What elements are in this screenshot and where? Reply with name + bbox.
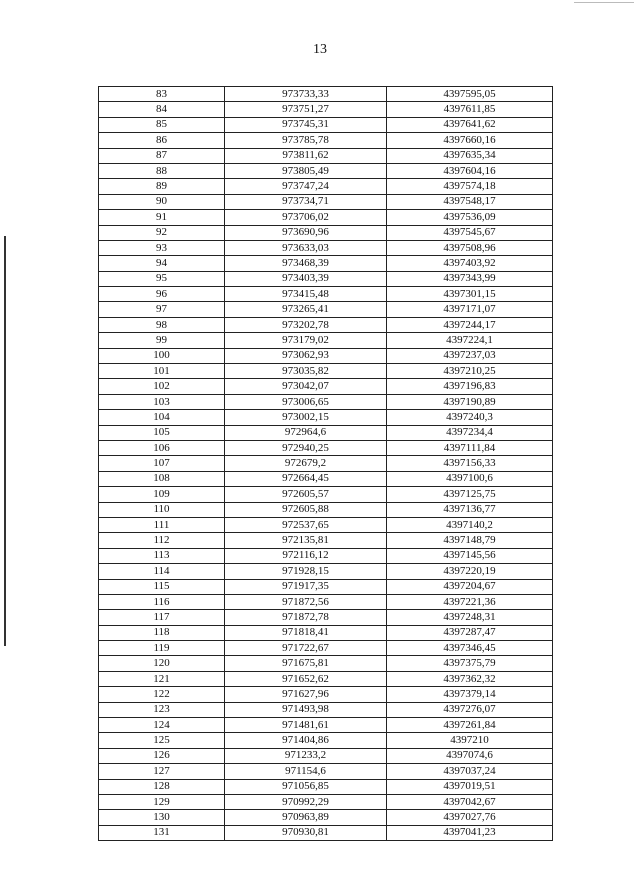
point-number-cell: 88 (99, 163, 225, 178)
point-number-cell: 84 (99, 102, 225, 117)
x-coordinate-cell: 971233,2 (225, 748, 387, 763)
table-row (99, 394, 553, 409)
y-coordinate-cell: 4397196,83 (387, 379, 553, 394)
point-number-cell: 105 (99, 425, 225, 440)
point-number-cell: 83 (99, 87, 225, 102)
x-coordinate-cell: 973706,02 (225, 210, 387, 225)
x-coordinate-cell: 973805,49 (225, 163, 387, 178)
point-number-cell: 86 (99, 133, 225, 148)
table-row (99, 117, 553, 132)
x-coordinate-cell: 971481,61 (225, 718, 387, 733)
x-coordinate-cell: 973785,78 (225, 133, 387, 148)
table-row (99, 471, 553, 486)
y-coordinate-cell: 4397171,07 (387, 302, 553, 317)
table-row (99, 502, 553, 517)
table-row (99, 425, 553, 440)
x-coordinate-cell: 973733,33 (225, 87, 387, 102)
y-coordinate-cell: 4397140,2 (387, 517, 553, 532)
page-number: 13 (313, 42, 327, 57)
table-row (99, 148, 553, 163)
point-number-cell: 94 (99, 256, 225, 271)
x-coordinate-cell: 973006,65 (225, 394, 387, 409)
x-coordinate-cell: 973751,27 (225, 102, 387, 117)
table-row (99, 671, 553, 686)
table-row (99, 779, 553, 794)
table-row (99, 133, 553, 148)
table-row (99, 764, 553, 779)
point-number-cell: 114 (99, 564, 225, 579)
y-coordinate-cell: 4397574,18 (387, 179, 553, 194)
y-coordinate-cell: 4397204,67 (387, 579, 553, 594)
y-coordinate-cell: 4397595,05 (387, 87, 553, 102)
y-coordinate-cell: 4397641,62 (387, 117, 553, 132)
table-row (99, 718, 553, 733)
point-number-cell: 118 (99, 625, 225, 640)
y-coordinate-cell: 4397019,51 (387, 779, 553, 794)
table-row (99, 302, 553, 317)
point-number-cell: 110 (99, 502, 225, 517)
y-coordinate-cell: 4397100,6 (387, 471, 553, 486)
point-number-cell: 96 (99, 287, 225, 302)
x-coordinate-cell: 973734,71 (225, 194, 387, 209)
x-coordinate-cell: 973415,48 (225, 287, 387, 302)
table-row (99, 656, 553, 671)
point-number-cell: 104 (99, 410, 225, 425)
point-number-cell: 129 (99, 794, 225, 809)
x-coordinate-cell: 973468,39 (225, 256, 387, 271)
x-coordinate-cell: 971154,6 (225, 764, 387, 779)
table-row (99, 748, 553, 763)
x-coordinate-cell: 971818,41 (225, 625, 387, 640)
point-number-cell: 100 (99, 348, 225, 363)
point-number-cell: 87 (99, 148, 225, 163)
table-row (99, 625, 553, 640)
point-number-cell: 95 (99, 271, 225, 286)
point-number-cell: 128 (99, 779, 225, 794)
table-row (99, 579, 553, 594)
y-coordinate-cell: 4397343,99 (387, 271, 553, 286)
y-coordinate-cell: 4397237,03 (387, 348, 553, 363)
x-coordinate-cell: 972116,12 (225, 548, 387, 563)
table-row (99, 610, 553, 625)
y-coordinate-cell: 4397221,36 (387, 594, 553, 609)
point-number-cell: 101 (99, 364, 225, 379)
x-coordinate-cell: 972537,65 (225, 517, 387, 532)
table-row (99, 317, 553, 332)
table-row (99, 733, 553, 748)
point-number-cell: 122 (99, 687, 225, 702)
table-row (99, 379, 553, 394)
table-row (99, 240, 553, 255)
x-coordinate-cell: 971722,67 (225, 641, 387, 656)
x-coordinate-cell: 973690,96 (225, 225, 387, 240)
point-number-cell: 131 (99, 825, 225, 840)
point-number-cell: 119 (99, 641, 225, 656)
y-coordinate-cell: 4397508,96 (387, 240, 553, 255)
point-number-cell: 127 (99, 764, 225, 779)
x-coordinate-cell: 972605,88 (225, 502, 387, 517)
y-coordinate-cell: 4397041,23 (387, 825, 553, 840)
x-coordinate-cell: 971652,62 (225, 671, 387, 686)
table-row (99, 487, 553, 502)
y-coordinate-cell: 4397145,56 (387, 548, 553, 563)
table-row (99, 210, 553, 225)
point-number-cell: 108 (99, 471, 225, 486)
point-number-cell: 92 (99, 225, 225, 240)
y-coordinate-cell: 4397037,24 (387, 764, 553, 779)
point-number-cell: 121 (99, 671, 225, 686)
table-row (99, 794, 553, 809)
point-number-cell: 98 (99, 317, 225, 332)
y-coordinate-cell: 4397545,67 (387, 225, 553, 240)
table-row (99, 364, 553, 379)
scan-edge-line (574, 2, 634, 3)
x-coordinate-cell: 971917,35 (225, 579, 387, 594)
y-coordinate-cell: 4397136,77 (387, 502, 553, 517)
point-number-cell: 123 (99, 702, 225, 717)
coordinates-table (98, 86, 553, 841)
table-row (99, 348, 553, 363)
y-coordinate-cell: 4397660,16 (387, 133, 553, 148)
x-coordinate-cell: 971675,81 (225, 656, 387, 671)
y-coordinate-cell: 4397240,3 (387, 410, 553, 425)
point-number-cell: 112 (99, 533, 225, 548)
y-coordinate-cell: 4397210,25 (387, 364, 553, 379)
table-row (99, 810, 553, 825)
x-coordinate-cell: 973633,03 (225, 240, 387, 255)
point-number-cell: 106 (99, 440, 225, 455)
x-coordinate-cell: 971872,56 (225, 594, 387, 609)
point-number-cell: 90 (99, 194, 225, 209)
table-row (99, 533, 553, 548)
x-coordinate-cell: 973179,02 (225, 333, 387, 348)
table-row (99, 179, 553, 194)
x-coordinate-cell: 970963,89 (225, 810, 387, 825)
y-coordinate-cell: 4397346,45 (387, 641, 553, 656)
y-coordinate-cell: 4397156,33 (387, 456, 553, 471)
point-number-cell: 103 (99, 394, 225, 409)
table-row (99, 548, 553, 563)
point-number-cell: 113 (99, 548, 225, 563)
point-number-cell: 107 (99, 456, 225, 471)
point-number-cell: 126 (99, 748, 225, 763)
y-coordinate-cell: 4397635,34 (387, 148, 553, 163)
table-row (99, 456, 553, 471)
y-coordinate-cell: 4397548,17 (387, 194, 553, 209)
point-number-cell: 85 (99, 117, 225, 132)
x-coordinate-cell: 973202,78 (225, 317, 387, 332)
table-row (99, 641, 553, 656)
table-row (99, 256, 553, 271)
y-coordinate-cell: 4397220,19 (387, 564, 553, 579)
x-coordinate-cell: 973403,39 (225, 271, 387, 286)
table-row (99, 687, 553, 702)
table-row (99, 594, 553, 609)
scan-margin-bar (4, 236, 6, 646)
coordinates-table-body (99, 87, 553, 841)
x-coordinate-cell: 973042,07 (225, 379, 387, 394)
x-coordinate-cell: 972940,25 (225, 440, 387, 455)
table-row (99, 333, 553, 348)
y-coordinate-cell: 4397403,92 (387, 256, 553, 271)
point-number-cell: 97 (99, 302, 225, 317)
point-number-cell: 91 (99, 210, 225, 225)
table-row (99, 225, 553, 240)
point-number-cell: 99 (99, 333, 225, 348)
x-coordinate-cell: 970992,29 (225, 794, 387, 809)
point-number-cell: 89 (99, 179, 225, 194)
table-row (99, 517, 553, 532)
y-coordinate-cell: 4397604,16 (387, 163, 553, 178)
y-coordinate-cell: 4397536,09 (387, 210, 553, 225)
x-coordinate-cell: 972135,81 (225, 533, 387, 548)
point-number-cell: 116 (99, 594, 225, 609)
point-number-cell: 111 (99, 517, 225, 532)
point-number-cell: 125 (99, 733, 225, 748)
x-coordinate-cell: 973062,93 (225, 348, 387, 363)
y-coordinate-cell: 4397111,84 (387, 440, 553, 455)
point-number-cell: 93 (99, 240, 225, 255)
y-coordinate-cell: 4397190,89 (387, 394, 553, 409)
point-number-cell: 117 (99, 610, 225, 625)
table-row (99, 440, 553, 455)
x-coordinate-cell: 972605,57 (225, 487, 387, 502)
x-coordinate-cell: 973265,41 (225, 302, 387, 317)
y-coordinate-cell: 4397074,6 (387, 748, 553, 763)
table-row (99, 87, 553, 102)
x-coordinate-cell: 971404,86 (225, 733, 387, 748)
y-coordinate-cell: 4397125,75 (387, 487, 553, 502)
y-coordinate-cell: 4397379,14 (387, 687, 553, 702)
x-coordinate-cell: 972679,2 (225, 456, 387, 471)
y-coordinate-cell: 4397234,4 (387, 425, 553, 440)
table-row (99, 702, 553, 717)
table-row (99, 287, 553, 302)
point-number-cell: 130 (99, 810, 225, 825)
y-coordinate-cell: 4397148,79 (387, 533, 553, 548)
x-coordinate-cell: 971928,15 (225, 564, 387, 579)
point-number-cell: 115 (99, 579, 225, 594)
x-coordinate-cell: 972664,45 (225, 471, 387, 486)
x-coordinate-cell: 972964,6 (225, 425, 387, 440)
x-coordinate-cell: 973002,15 (225, 410, 387, 425)
x-coordinate-cell: 973811,62 (225, 148, 387, 163)
x-coordinate-cell: 971872,78 (225, 610, 387, 625)
x-coordinate-cell: 971056,85 (225, 779, 387, 794)
y-coordinate-cell: 4397210 (387, 733, 553, 748)
table-row (99, 102, 553, 117)
y-coordinate-cell: 4397248,31 (387, 610, 553, 625)
x-coordinate-cell: 973745,31 (225, 117, 387, 132)
y-coordinate-cell: 4397611,85 (387, 102, 553, 117)
y-coordinate-cell: 4397042,67 (387, 794, 553, 809)
point-number-cell: 109 (99, 487, 225, 502)
table-row (99, 825, 553, 840)
table-row (99, 163, 553, 178)
table-row (99, 410, 553, 425)
x-coordinate-cell: 971627,96 (225, 687, 387, 702)
y-coordinate-cell: 4397375,79 (387, 656, 553, 671)
y-coordinate-cell: 4397027,76 (387, 810, 553, 825)
y-coordinate-cell: 4397287,47 (387, 625, 553, 640)
x-coordinate-cell: 971493,98 (225, 702, 387, 717)
y-coordinate-cell: 4397301,15 (387, 287, 553, 302)
x-coordinate-cell: 973035,82 (225, 364, 387, 379)
table-row (99, 564, 553, 579)
coordinates-table-wrapper (98, 86, 552, 841)
x-coordinate-cell: 973747,24 (225, 179, 387, 194)
table-row (99, 194, 553, 209)
point-number-cell: 124 (99, 718, 225, 733)
y-coordinate-cell: 4397362,32 (387, 671, 553, 686)
y-coordinate-cell: 4397224,1 (387, 333, 553, 348)
y-coordinate-cell: 4397276,07 (387, 702, 553, 717)
table-row (99, 271, 553, 286)
y-coordinate-cell: 4397244,17 (387, 317, 553, 332)
y-coordinate-cell: 4397261,84 (387, 718, 553, 733)
point-number-cell: 102 (99, 379, 225, 394)
x-coordinate-cell: 970930,81 (225, 825, 387, 840)
point-number-cell: 120 (99, 656, 225, 671)
